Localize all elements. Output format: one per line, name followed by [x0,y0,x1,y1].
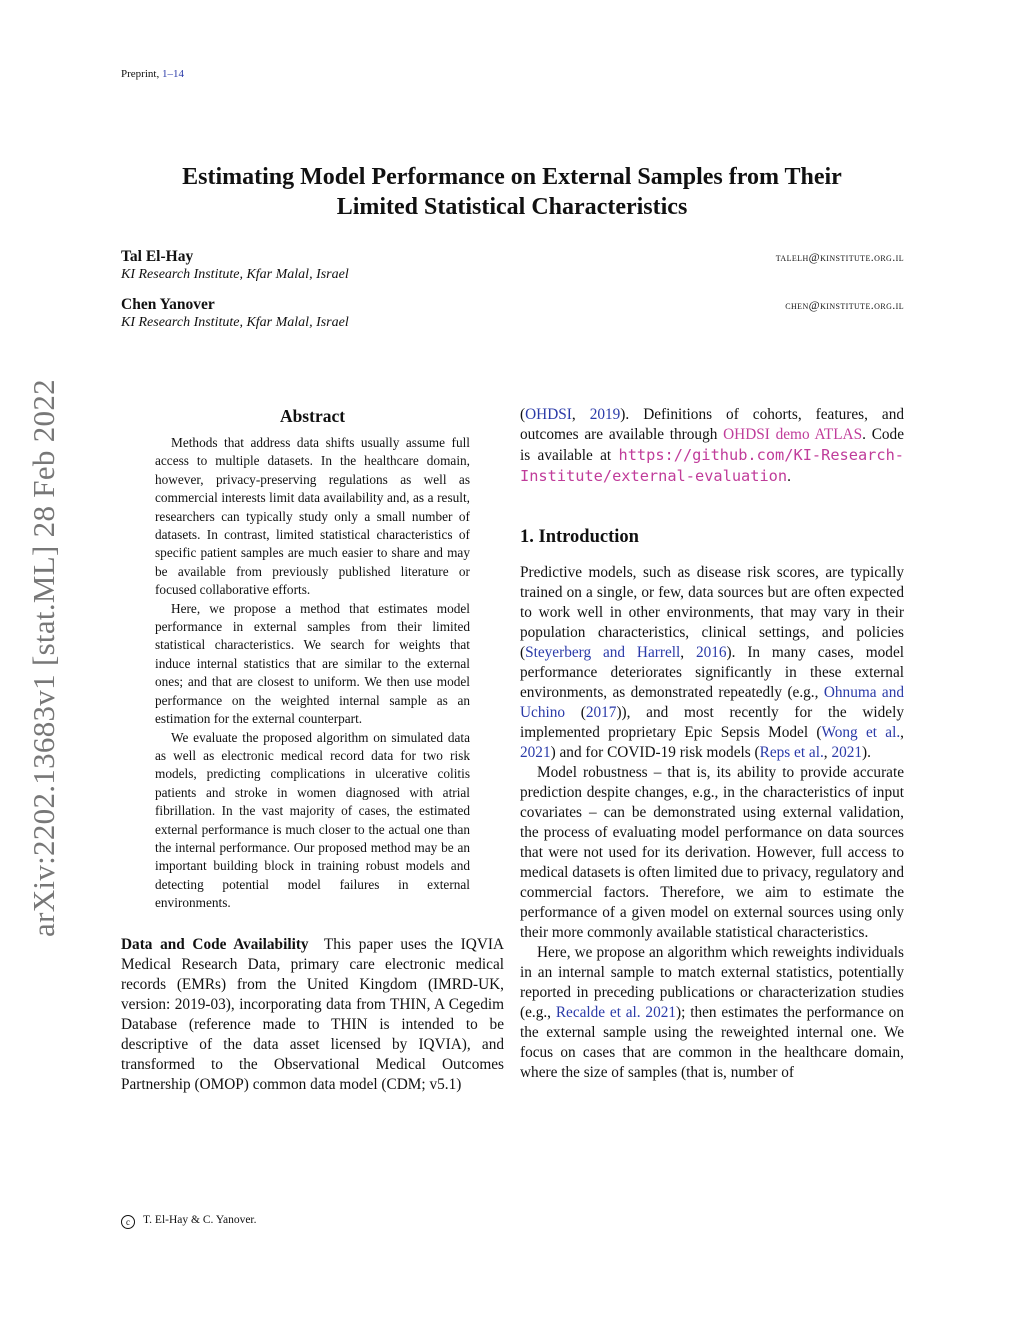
copyright-icon: c [121,1215,135,1229]
citation-year-link[interactable]: 2019 [589,406,621,423]
availability-text: This paper uses the IQVIA Medical Research Data, primary care electronic medical records (EMRs) from the United Kingdom (IMRD-UK, version: 2019-03), incorporating data from THIN, A Cegedim Database (reference made to THIN is intended to be descriptive of the data asset licensed by IQVIA), and transformed to the Observational Medical Outcomes Partnership (OMOP) common data model (CDM; v5.1) [121,935,505,1093]
abstract-body [155,434,470,913]
abstract-paragraph: Methods that address data shifts usually assume full access to multiple datasets. In the healthcare domain, however, privacy-preserving regulations as well as commercial interests limit data availability and, as a result, researchers can typically study only a small number of datasets. In contrast, limited statistical characteristics of specific patient samples are much easier to share and may be available from previously published literature or focused collaborative efforts. [155,435,470,598]
text-fragment: ) and for COVID-19 risk models ( [550,744,760,761]
copyright-text: T. El-Hay & C. Yanover. [143,1214,257,1226]
intro-paragraph: Model robustness – that is, its ability to provide accurate prediction despite changes, e.g., in the characteristics of input covariates – can be demonstrated using external validation, the process of evaluating model performance on data sources that were not used for its derivation. However, full access to medical datasets is often limited due to privacy, regulatory and commercial factors. Therefore, we aim to estimate the performance of a given model on external sources using only their more commonly available statistical characteristics. [520,764,904,941]
intro-paragraph [520,563,904,763]
arxiv-stamp [22,330,66,985]
citation-link[interactable]: Recalde et al. 2021 [555,1004,677,1021]
data-availability [121,935,504,1095]
section-heading-introduction: 1. Introduction [520,527,639,547]
text-fragment: )), and most recently for the widely implemented proprietary Epic Sepsis Model ( [520,704,904,741]
preprint-label: Preprint, [121,68,160,80]
citation-link[interactable]: Wong et al. [821,724,901,741]
text-fragment: . [787,468,791,485]
author-affiliation: KI Research Institute, Kfar Malal, Israel [121,315,349,330]
arxiv-identifier: arXiv:2202.13683v1 [stat.ML] 28 Feb 2022 [26,378,62,937]
title-line-1: Estimating Model Performance on External Samples from Their [182,164,842,190]
author-affiliation: KI Research Institute, Kfar Malal, Israel [121,267,349,282]
text-fragment: ). [862,744,871,761]
text-fragment: ); then estimates the performance on the external sample using the reweighted internal one. We focus on cases that are common in the healthcare domain, where the size of samples (that is, number of [520,1004,904,1081]
page-range-link[interactable]: 1–14 [161,68,184,80]
text-fragment: ). Definitions of cohorts, features, and outcomes are available through [520,406,904,443]
abstract-paragraph: We evaluate the proposed algorithm on simulated data as well as electronic medical record data for two risk models, predicting complications in ulcerative colitis patients and stroke in women diagnosed with atrial fibrillation. In the vast majority of cases, the estimated external performance is much closer to the actual one than the internal performance. Our proposed method may be an important building block in training robust models and detecting potential model failures in external environments. [155,729,470,911]
text-fragment: Predictive models, such as disease risk scores, are typically trained on a single, or few, data sources but are often expected to work well in other environments, that may vary in their population characteristics, clinical settings, and policies ( [520,564,904,661]
citation-link[interactable]: OHDSI [525,406,572,423]
citation-year-link[interactable]: 2017 [585,704,617,721]
right-column [520,405,904,1083]
abstract-paragraph: Here, we propose a method that estimates model performance in external samples from their limited statistical characteristics. We search for weights that induce internal statistics that are similar to the external ones; and that are closest to uniform. We then use model performance on the weighted internal sample as an estimation for the external counterpart. [155,600,470,727]
text-fragment: , [571,406,590,423]
left-column [121,405,504,1095]
intro-paragraph [520,943,904,1083]
preprint-header [121,68,184,80]
author-email[interactable]: chen@kinstitute.org.il [785,298,904,312]
author-block [121,248,904,283]
availability-heading: Data and Code Availability [121,935,309,953]
title-line-2: Limited Statistical Characteristics [336,194,688,220]
text-fragment: , [680,644,696,661]
text-fragment: ( [520,406,526,423]
citation-year-link[interactable]: 2021 [520,744,551,761]
text-fragment: . Code is available at [520,426,904,464]
citation-link[interactable]: Ohnuma and Uchino [520,684,904,721]
availability-continuation [520,405,904,487]
text-fragment: ). In many cases, model performance deteriorates significantly in these external environments, as demonstrated repeatedly (e.g., [520,644,904,701]
paper-title [100,162,924,222]
author-name: Tal El-Hay [121,248,194,265]
text-fragment: , [823,744,832,761]
footer-copyright [121,1214,257,1229]
citation-year-link[interactable]: 2021 [831,744,863,761]
author-email[interactable]: talelh@kinstitute.org.il [775,250,904,264]
code-url-link[interactable]: https://github.com/KI-Research-Institute/external-evaluation [520,446,904,485]
citation-link[interactable]: Reps et al. [759,744,824,761]
text-fragment: , [900,724,904,741]
abstract-heading: Abstract [279,406,346,426]
citation-year-link[interactable]: 2016 [695,644,727,661]
author-name: Chen Yanover [121,296,215,313]
author-block [121,296,904,331]
citation-link[interactable]: Steyerberg and Harrell [525,644,681,661]
text-fragment: Here, we propose an algorithm which reweights individuals in an internal sample to match external statistics, potentially reported in preceding publications or characterization studies (e.g., [520,944,904,1021]
ohdsi-atlas-link[interactable]: OHDSI demo ATLAS [723,426,863,443]
text-fragment: ( [565,704,586,721]
